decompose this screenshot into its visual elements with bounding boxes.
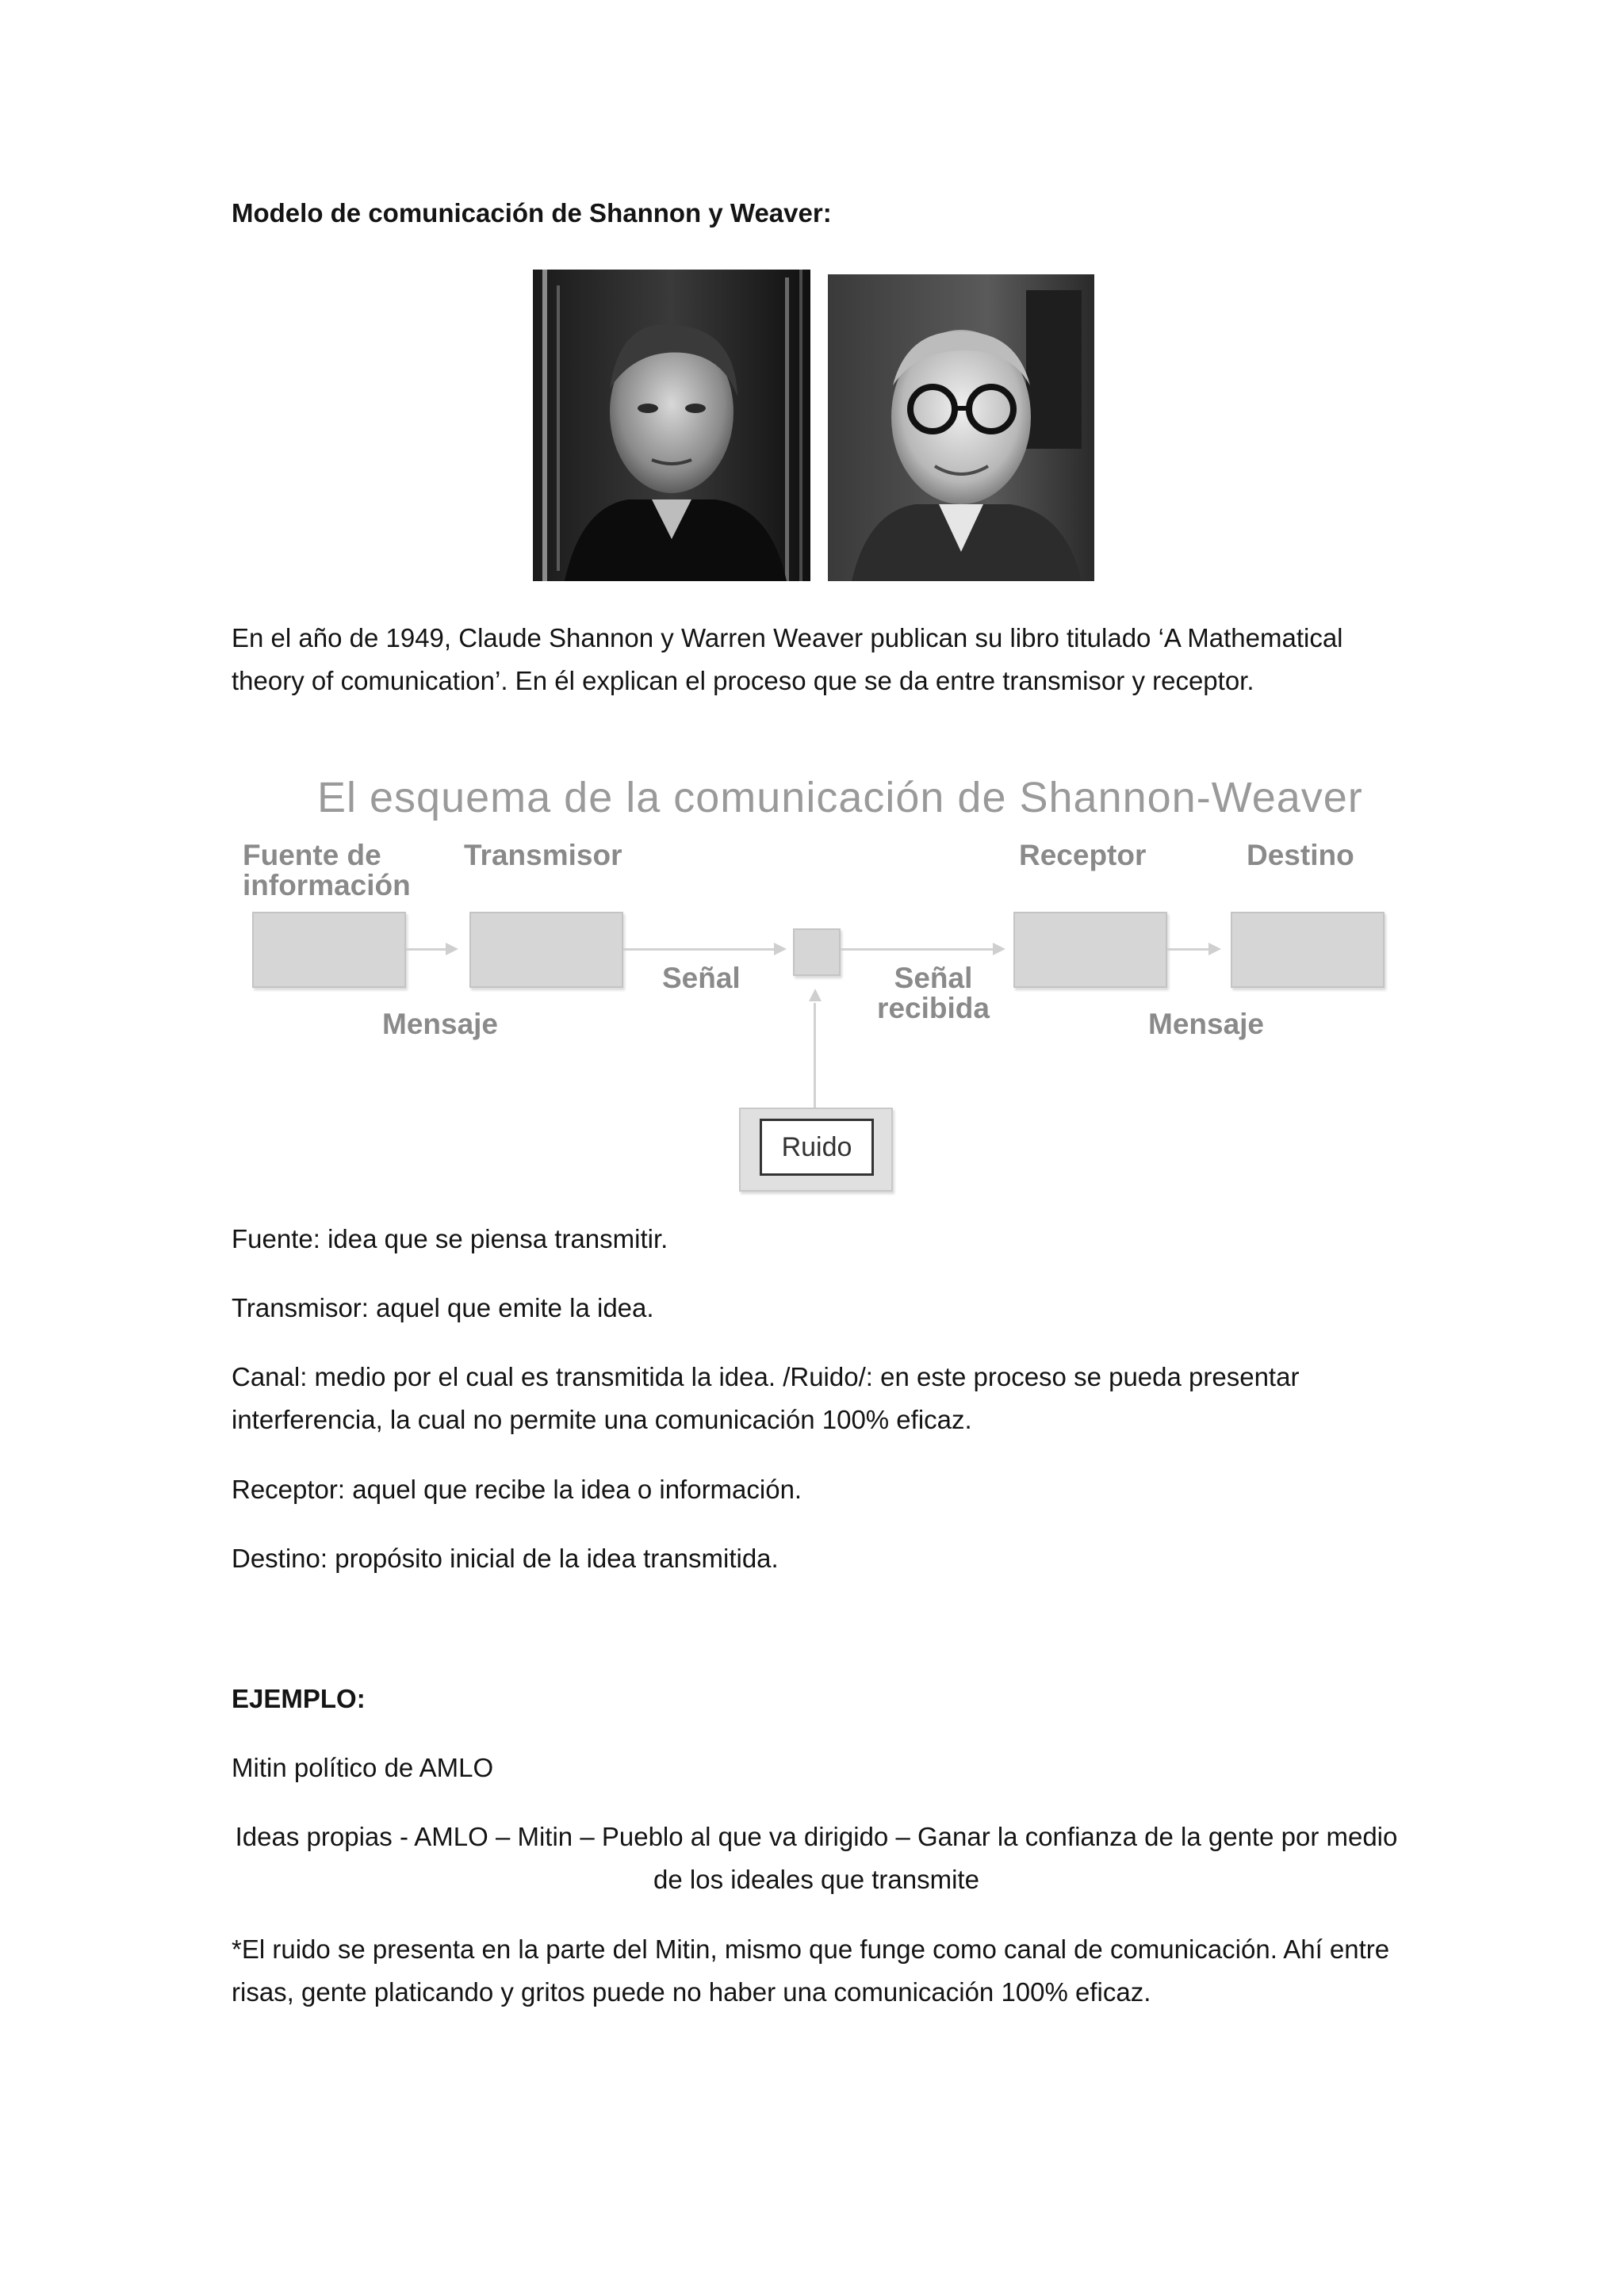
- label-destino: Destino: [1247, 839, 1354, 871]
- connector-line: [841, 948, 993, 951]
- label-ruido: Ruido: [781, 1132, 852, 1162]
- box-fuente: [252, 912, 406, 988]
- label-receptor: Receptor: [1019, 839, 1147, 871]
- definition-fuente: Fuente: idea que se piensa transmitir.: [232, 1224, 668, 1253]
- definition-transmisor: Transmisor: aquel que emite la idea.: [232, 1293, 654, 1322]
- example-note: *El ruido se presenta en la parte del Mitin, mismo que funge como canal de comunicación. Ahí entre risas, gente platicando y gritos puede no haber una comunicación 100% eficaz.: [232, 1934, 1390, 2007]
- connector-line: [623, 948, 774, 951]
- arrow-right-icon: [993, 943, 1005, 955]
- label-senal-recibida: Señal recibida: [877, 962, 990, 1024]
- box-canal: [793, 928, 841, 976]
- example-heading: EJEMPLO:: [232, 1684, 366, 1713]
- definition-receptor: Receptor: aquel que recibe la idea o información.: [232, 1475, 802, 1504]
- arrow-right-icon: [1208, 943, 1221, 955]
- box-ruido: [739, 1108, 893, 1192]
- box-destino: [1231, 912, 1385, 988]
- arrow-right-icon: [774, 943, 787, 955]
- definition-canal: Canal: medio por el cual es transmitida la idea. /Ruido/: en este proceso se pueda presentar interferencia, la cual no permite una comunicación 100% eficaz.: [232, 1362, 1300, 1434]
- diagram-title: El esquema de la comunicación de Shannon-Weaver: [317, 774, 1363, 821]
- box-receptor: [1013, 912, 1167, 988]
- noise-connector-line: [814, 1003, 816, 1108]
- label-mensaje-2: Mensaje: [1148, 1008, 1265, 1040]
- definition-destino: Destino: propósito inicial de la idea transmitida.: [232, 1544, 779, 1573]
- arrow-right-icon: [446, 943, 458, 955]
- intro-paragraph: En el año de 1949, Claude Shannon y Warren Weaver publican su libro titulado ‘A Mathematical theory of comunication’. En él explican el proceso que se da entre transmisor y receptor.: [232, 623, 1343, 695]
- portrait-weaver-photo: [828, 274, 1094, 581]
- connector-line: [406, 948, 447, 951]
- connector-line: [1167, 948, 1208, 951]
- label-transmisor: Transmisor: [464, 839, 622, 871]
- example-subtitle: Mitin político de AMLO: [232, 1753, 494, 1782]
- portrait-shannon-photo: [533, 270, 810, 581]
- label-senal: Señal: [662, 962, 741, 994]
- example-flow: Ideas propias - AMLO – Mitin – Pueblo al que va dirigido – Ganar la confianza de la gente por medio de los ideales que transmite: [235, 1822, 1398, 1894]
- document-title: Modelo de comunicación de Shannon y Weaver:: [232, 198, 832, 228]
- shannon-weaver-diagram: [238, 773, 1396, 1189]
- label-fuente: Fuente de información: [243, 839, 411, 901]
- arrow-up-icon: [809, 989, 822, 1001]
- box-transmisor: [469, 912, 623, 988]
- label-mensaje-1: Mensaje: [382, 1008, 499, 1040]
